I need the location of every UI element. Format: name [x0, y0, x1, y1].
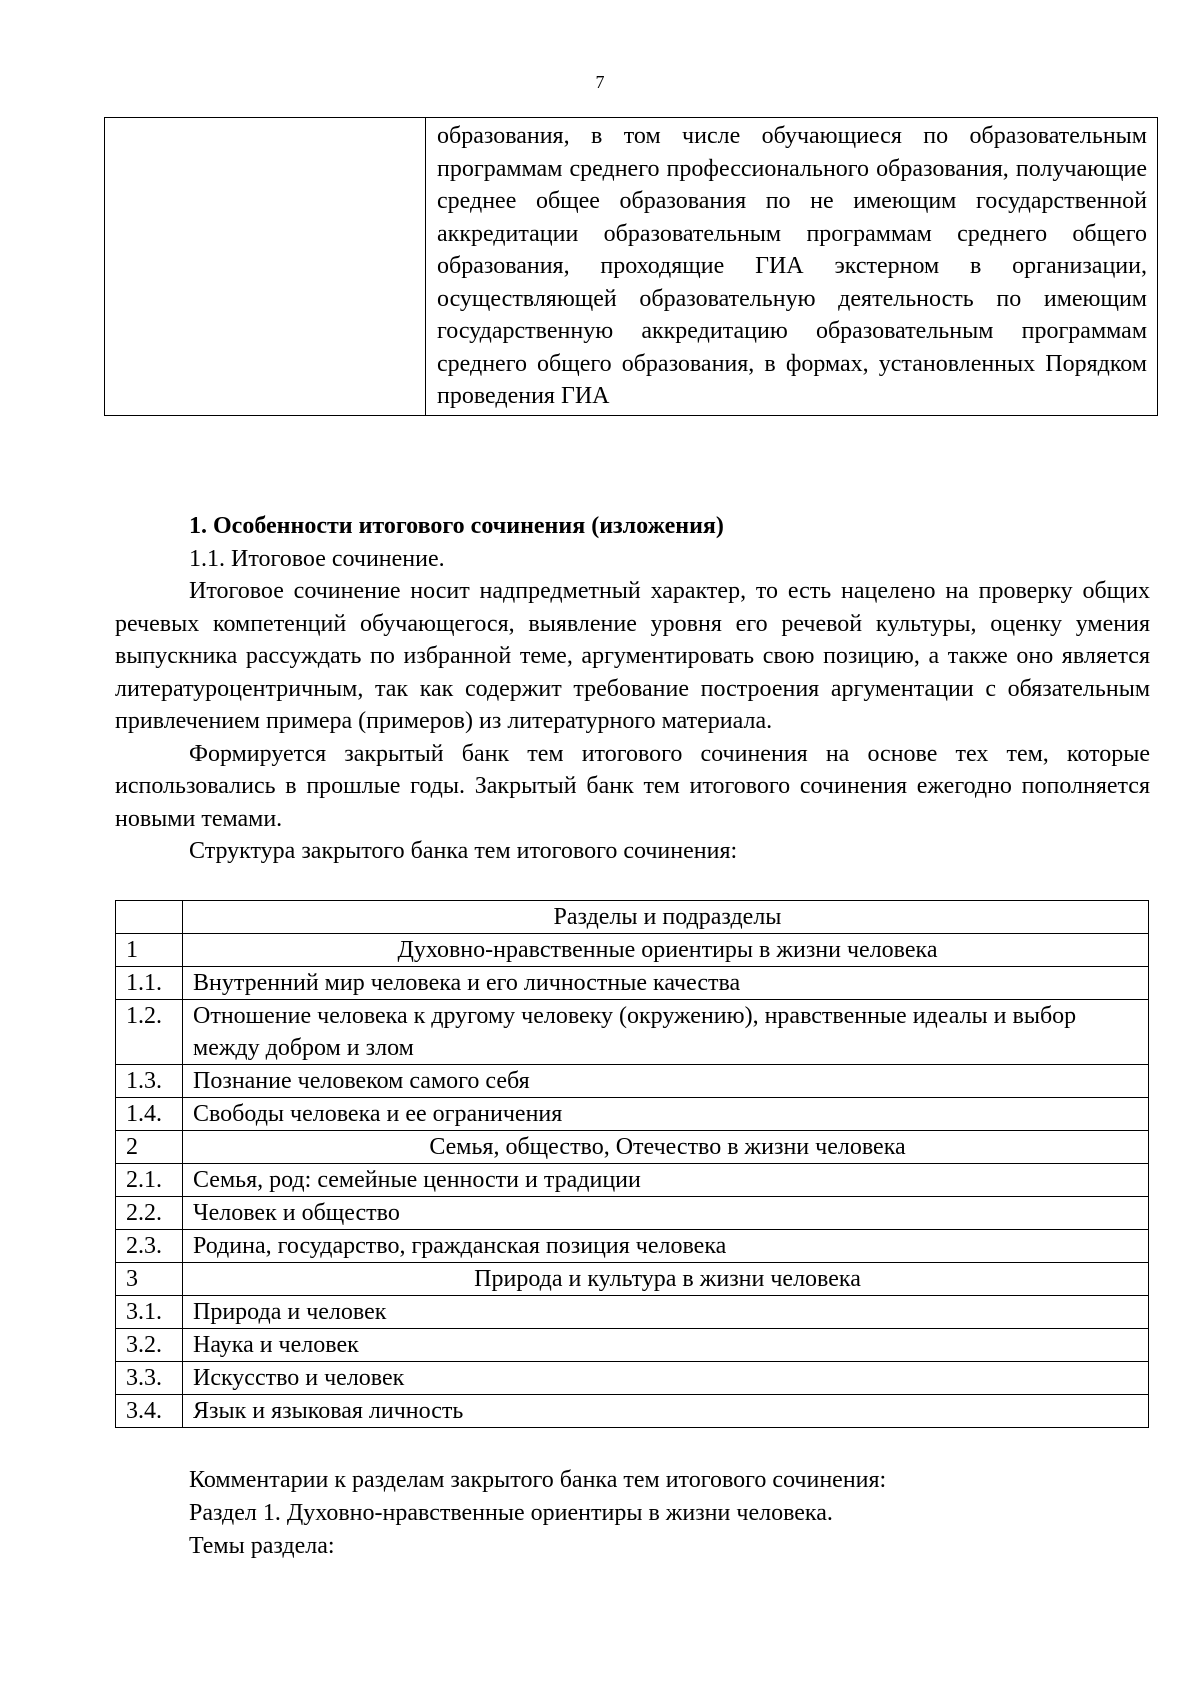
- paragraph: Формируется закрытый банк тем итогового сочинения на основе тех тем, которые использовались в прошлые годы. Закрытый банк тем итогового сочинения ежегодно пополняется новыми темами.: [115, 740, 1150, 832]
- table-header-row: [116, 901, 1149, 934]
- subsection-heading: 1.1. Итоговое сочинение.: [189, 545, 445, 572]
- subsection-row: [116, 1362, 1149, 1395]
- table-cell-text: образования, в том числе обучающиеся по образовательным программам среднего профессионального образования, получающие среднее общее образования по не имеющим государственной аккредитации образовательным программам среднего общего образования, проходящие ГИА экстерном в организации, осуществляющей образовательную деятельность по имеющим государственную аккредитацию образовательным программам среднего общего образования, в формах, установленных Порядком проведения ГИА: [426, 118, 1158, 416]
- subsection-title: Свободы человека и ее ограничения: [183, 1098, 1149, 1131]
- row-number: 1.4.: [116, 1098, 183, 1131]
- paragraph: Итоговое сочинение носит надпредметный характер, то есть нацелено на проверку общих речевых компетенций обучающегося, выявление уровня его речевой культуры, оценку умения выпускника рассуждать по избранной теме, аргументировать свою позицию, а также оно является литературоцентричным, так как содержит требование построения аргументации с обязательным привлечением примера (примеров) из литературного материала.: [115, 578, 1150, 734]
- row-number: 1.1.: [116, 967, 183, 1000]
- topic-bank-table: [115, 900, 1149, 1428]
- section-title: Духовно-нравственные ориентиры в жизни человека: [183, 934, 1149, 967]
- subsection-row: [116, 1000, 1149, 1065]
- subsection-title: Наука и человек: [183, 1329, 1149, 1362]
- page-number: 7: [595, 72, 605, 92]
- subsection-title: Родина, государство, гражданская позиция человека: [183, 1230, 1149, 1263]
- section-row: [116, 1131, 1149, 1164]
- subsection-title: Отношение человека к другому человеку (окружению), нравственные идеалы и выбор между добром и злом: [183, 1000, 1149, 1065]
- subsection-title: Познание человеком самого себя: [183, 1065, 1149, 1098]
- section-row: [116, 934, 1149, 967]
- section-row: [116, 1263, 1149, 1296]
- table-intro: Структура закрытого банка тем итогового сочинения:: [189, 838, 738, 864]
- section-title: Семья, общество, Отечество в жизни человека: [183, 1131, 1149, 1164]
- subsection-row: [116, 1164, 1149, 1197]
- row-number: 3.4.: [116, 1395, 183, 1428]
- subsection-row: [116, 1098, 1149, 1131]
- subsection-row: [116, 1395, 1149, 1428]
- row-number: 1: [116, 934, 183, 967]
- row-number: 3.3.: [116, 1362, 183, 1395]
- subsection-title: Семья, род: семейные ценности и традиции: [183, 1164, 1149, 1197]
- subsection-title: Внутренний мир человека и его личностные качества: [183, 967, 1149, 1000]
- section-content: [115, 510, 1150, 868]
- subsection-title: Искусство и человек: [183, 1362, 1149, 1395]
- subsection-title: Язык и языковая личность: [183, 1395, 1149, 1428]
- subsection-title: Природа и человек: [183, 1296, 1149, 1329]
- row-number: 2.2.: [116, 1197, 183, 1230]
- subsection-row: [116, 967, 1149, 1000]
- row-number: 3: [116, 1263, 183, 1296]
- section-1-title: Раздел 1. Духовно-нравственные ориентиры в жизни человека.: [189, 1500, 833, 1526]
- subsection-row: [116, 1197, 1149, 1230]
- subsection-row: [116, 1230, 1149, 1263]
- section-topics-label: Темы раздела:: [189, 1533, 335, 1559]
- row-number: 2: [116, 1131, 183, 1164]
- table-cell-empty: [105, 118, 426, 416]
- comments-intro: Комментарии к разделам закрытого банка тем итогового сочинения:: [189, 1467, 887, 1493]
- table-row: [105, 118, 1158, 416]
- table-header-num: [116, 901, 183, 934]
- subsection-row: [116, 1329, 1149, 1362]
- row-number: 3.1.: [116, 1296, 183, 1329]
- subsection-row: [116, 1296, 1149, 1329]
- row-number: 2.3.: [116, 1230, 183, 1263]
- section-heading: 1. Особенности итогового сочинения (изложения): [189, 513, 724, 539]
- row-number: 1.2.: [116, 1000, 183, 1065]
- section-title: Природа и культура в жизни человека: [183, 1263, 1149, 1296]
- row-number: 2.1.: [116, 1164, 183, 1197]
- comments-block: [115, 1464, 1150, 1563]
- row-number: 1.3.: [116, 1065, 183, 1098]
- table-header-title: Разделы и подразделы: [183, 901, 1149, 934]
- row-number: 3.2.: [116, 1329, 183, 1362]
- subsection-row: [116, 1065, 1149, 1098]
- subsection-title: Человек и общество: [183, 1197, 1149, 1230]
- continuation-table: [104, 117, 1158, 416]
